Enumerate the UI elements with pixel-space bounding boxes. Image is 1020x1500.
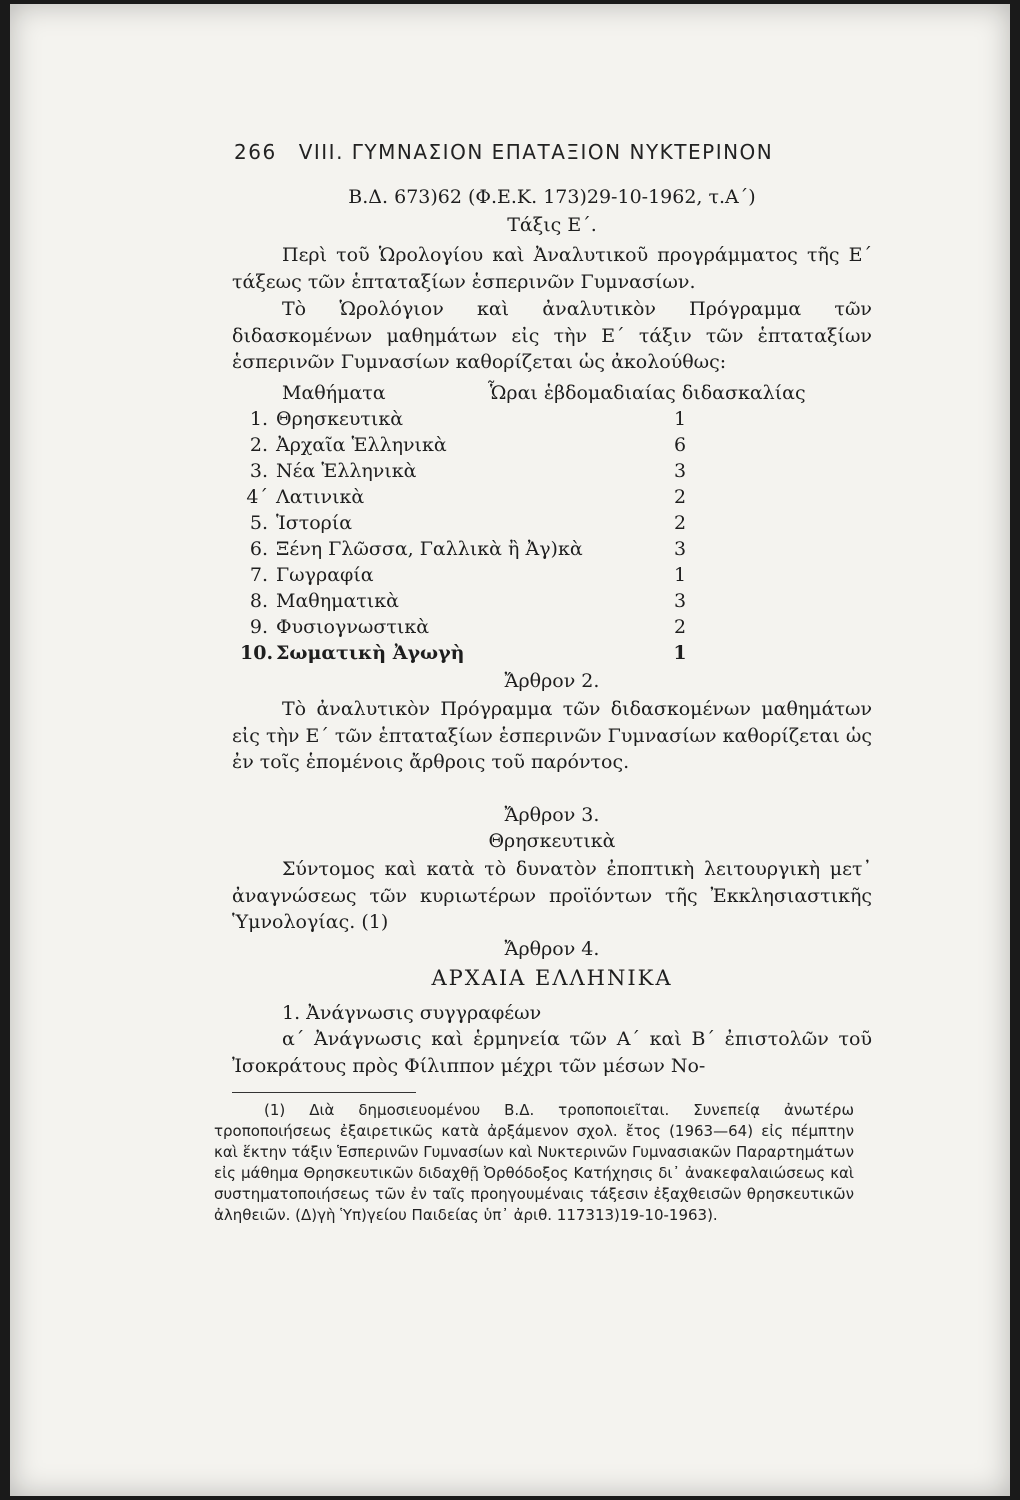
row-subject: Φυσιογνωστικὰ bbox=[276, 616, 430, 638]
row-hours: 3 bbox=[673, 590, 687, 612]
schedule-row bbox=[232, 434, 692, 460]
article-2-title: Ἄρθρον 2. bbox=[504, 670, 600, 692]
row-number: 10. bbox=[240, 642, 274, 664]
row-hours: 2 bbox=[673, 512, 687, 534]
row-hours: 2 bbox=[673, 616, 687, 638]
schedule-row bbox=[232, 564, 692, 590]
row-number: 2. bbox=[249, 434, 268, 456]
article-3-title: Ἄρθρον 3. bbox=[504, 804, 600, 826]
class-title: Τάξις Ε΄. bbox=[507, 214, 597, 236]
row-subject: Λατινικὰ bbox=[276, 486, 365, 508]
schedule-row bbox=[232, 512, 692, 538]
running-head bbox=[234, 140, 773, 164]
row-subject: Μαθηματικὰ bbox=[276, 590, 399, 612]
article-4-item-1: 1. Ἀνάγνωσις συγγραφέων bbox=[282, 1002, 542, 1024]
article-3-subtitle: Θρησκευτικὰ bbox=[488, 830, 616, 852]
row-hours: 2 bbox=[673, 486, 687, 508]
row-number: 1. bbox=[249, 408, 268, 430]
article-2-text: Τὸ ἀναλυτικὸν Πρόγραμμα τῶν διδασκομένων μαθημάτων εἰς τὴν Ε΄ τῶν ἑπταταξίων ἑσπερινῶν Γυμνασίων καθορίζεται ὡς ἐν τοῖς ἑπομένοις ἄρθροις τοῦ παρόντος. bbox=[232, 698, 872, 773]
row-hours: 6 bbox=[673, 434, 687, 456]
row-number: 3. bbox=[249, 460, 268, 482]
row-hours: 1 bbox=[673, 408, 687, 430]
page-number: 266 bbox=[234, 140, 277, 164]
decree-heading: Περὶ τοῦ Ὡρολογίου καὶ Ἀναλυτικοῦ προγράμματος τῆς Ε΄ τάξεως τῶν ἑπταταξίων ἑσπερινῶν Γυμνασίων. bbox=[232, 244, 872, 293]
row-subject: Γωγραφία bbox=[276, 564, 374, 586]
footnote-rule bbox=[232, 1092, 416, 1093]
row-hours: 1 bbox=[673, 642, 687, 664]
row-number: 4΄ bbox=[246, 486, 268, 508]
decree-intro: Τὸ Ὡρολόγιον καὶ ἀναλυτικὸν Πρόγραμμα τῶν διδασκομένων μαθημάτων εἰς τὴν Ε΄ τάξιν τῶν ἑπταταξίων ἑσπερινῶν Γυμνασίων καθορίζεται ὡς ἀκολούθως: bbox=[232, 298, 872, 373]
scanned-page bbox=[10, 4, 1010, 1496]
schedule-row bbox=[232, 486, 692, 512]
decree-reference: Β.Δ. 673)62 (Φ.Ε.Κ. 173)29-10-1962, τ.Α΄) bbox=[348, 186, 756, 208]
row-subject: Ἱστορία bbox=[276, 512, 353, 534]
schedule-row bbox=[232, 538, 692, 564]
row-number: 9. bbox=[249, 616, 268, 638]
schedule-row bbox=[232, 460, 692, 486]
row-subject: Ξένη Γλῶσσα, Γαλλικὰ ἢ Ἀγ)κὰ bbox=[276, 538, 583, 560]
running-title: VIII. ΓΥΜΝΑΣΙΟΝ ΕΠΑΤΑΞΙΟΝ ΝΥΚΤΕΡΙΝΟΝ bbox=[298, 140, 774, 164]
row-subject: Ἀρχαῖα Ἑλληνικὰ bbox=[276, 434, 447, 456]
row-subject: Θρησκευτικὰ bbox=[276, 408, 404, 430]
row-number: 7. bbox=[249, 564, 268, 586]
article-4-item-1a: α΄ Ἀνάγνωσις καὶ ἑρμηνεία τῶν Α΄ καὶ Β΄ ἐπιστολῶν τοῦ Ἰσοκράτους πρὸς Φίλιππον μέχρι τῶν μέσων Νο- bbox=[232, 1028, 872, 1077]
row-number: 8. bbox=[249, 590, 268, 612]
footnote: (1) Διὰ δημοσιευομένου Β.Δ. τροποποιεῖται. Συνεπείᾳ ἀνωτέρω τροποποιήσεως ἐξαιρετικῶς κατὰ ἀρξάμενον σχολ. ἔτος (1963—64) εἰς πέμπτην καὶ ἕκτην τάξιν Ἑσπερινῶν Γυμνασίων καὶ Νυκτερινῶν Γυμνασιακῶν Παραρτημάτων εἰς μάθημα Θρησκευτικῶν διδαχθῇ Ὀρθόδοξος Κατήχησις δι᾽ ἀνακεφαλαιώσεως καὶ συστηματοποιήσεως τῶν ἐν ταῖς προηγουμέναις τάξεσιν ἐξαχθεισῶν θρησκευτικῶν ἀληθειῶν. (Δ)γὴ Ὑπ)γείου Παιδείας ὑπ᾽ ἀριθ. 117313)19-10-1963). bbox=[214, 1101, 854, 1224]
schedule-row bbox=[232, 642, 692, 668]
row-hours: 3 bbox=[673, 460, 687, 482]
article-3-text: Σύντομος καὶ κατὰ τὸ δυνατὸν ἐποπτικὴ λειτουργικὴ μετ᾽ ἀναγνώσεως τῶν κυριωτέρων προϊόντων τῆς Ἐκκλησιαστικῆς Ὑμνολογίας. (1) bbox=[232, 858, 872, 933]
row-hours: 3 bbox=[673, 538, 687, 560]
article-4-title: Ἄρθρον 4. bbox=[504, 938, 600, 960]
col-subject: Μαθήματα bbox=[282, 382, 386, 404]
col-hours: Ὧραι ἑβδομαδιαίας διδασκαλίας bbox=[488, 382, 806, 404]
schedule-row bbox=[232, 616, 692, 642]
row-subject: Νέα Ἑλληνικὰ bbox=[276, 460, 417, 482]
schedule-row bbox=[232, 408, 692, 434]
article-4-subtitle: ΑΡΧΑΙΑ ΕΛΛΗΝΙΚΑ bbox=[431, 966, 673, 990]
row-hours: 1 bbox=[673, 564, 687, 586]
row-number: 6. bbox=[249, 538, 268, 560]
schedule-row bbox=[232, 590, 692, 616]
row-subject: Σωματικὴ Ἀγωγὴ bbox=[276, 642, 465, 664]
row-number: 5. bbox=[249, 512, 268, 534]
